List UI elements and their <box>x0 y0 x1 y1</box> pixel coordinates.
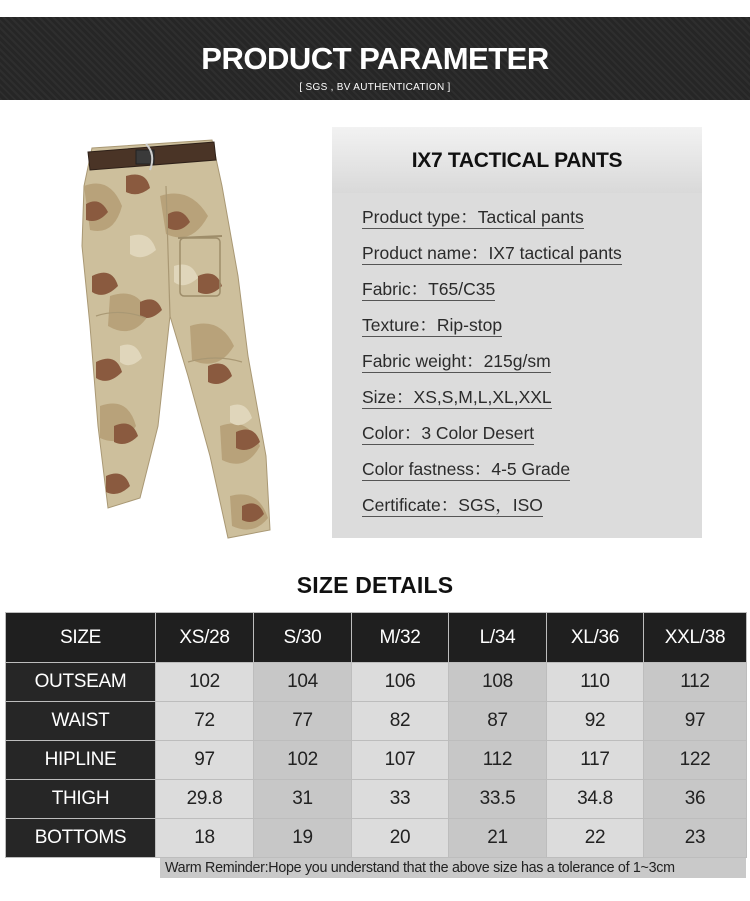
size-details-title: SIZE DETAILS <box>296 572 454 598</box>
banner-notch <box>366 108 384 117</box>
table-cell: 87 <box>449 702 547 741</box>
table-cell: 108 <box>449 663 547 702</box>
parameter-list <box>362 207 692 531</box>
table-row <box>6 741 747 780</box>
warm-reminder: Warm Reminder:Hope you understand that the above size has a tolerance of 1~3cm <box>160 858 746 878</box>
param-product-name: Product name：IX7 tactical pants <box>362 243 622 263</box>
table-cell: 36 <box>644 780 747 819</box>
header-cell: XL/36 <box>547 613 644 663</box>
row-label: WAIST <box>6 702 156 741</box>
table-cell: 104 <box>254 663 352 702</box>
table-cell: 19 <box>254 819 352 858</box>
parameter-card-header <box>332 127 702 193</box>
table-cell: 29.8 <box>156 780 254 819</box>
header-cell: L/34 <box>449 613 547 663</box>
table-cell: 106 <box>352 663 449 702</box>
table-cell: 18 <box>156 819 254 858</box>
table-cell: 122 <box>644 741 747 780</box>
param-texture: Texture：Rip-stop <box>362 315 503 335</box>
table-cell: 112 <box>449 741 547 780</box>
table-cell: 23 <box>644 819 747 858</box>
table-cell: 31 <box>254 780 352 819</box>
header-cell: M/32 <box>352 613 449 663</box>
pants-illustration <box>70 126 280 546</box>
table-row <box>6 702 747 741</box>
table-cell: 92 <box>547 702 644 741</box>
param-product-type: Product type：Tactical pants <box>362 207 584 227</box>
param-fabric: Fabric：T65/C35 <box>362 279 496 299</box>
table-cell: 33.5 <box>449 780 547 819</box>
row-label: HIPLINE <box>6 741 156 780</box>
header-banner <box>0 17 750 100</box>
param-certificate: Certificate：SGS，ISO <box>362 495 543 515</box>
table-cell: 22 <box>547 819 644 858</box>
page-subtitle: [ SGS , BV AUTHENTICATION ] <box>299 82 451 93</box>
param-color: Color：3 Color Desert <box>362 423 535 443</box>
header-cell: XXL/38 <box>644 613 747 663</box>
header-cell: S/30 <box>254 613 352 663</box>
table-cell: 110 <box>547 663 644 702</box>
header-cell: XS/28 <box>156 613 254 663</box>
table-cell: 97 <box>156 741 254 780</box>
parameter-card <box>332 127 702 538</box>
table-cell: 102 <box>156 663 254 702</box>
table-cell: 107 <box>352 741 449 780</box>
table-cell: 77 <box>254 702 352 741</box>
table-cell: 20 <box>352 819 449 858</box>
table-row <box>6 663 747 702</box>
size-table <box>5 612 747 858</box>
row-label: OUTSEAM <box>6 663 156 702</box>
table-cell: 82 <box>352 702 449 741</box>
table-cell: 117 <box>547 741 644 780</box>
param-fabric-weight: Fabric weight：215g/sm <box>362 351 551 371</box>
page-title: PRODUCT PARAMETER <box>201 41 549 76</box>
table-cell: 102 <box>254 741 352 780</box>
row-label: BOTTOMS <box>6 819 156 858</box>
param-color-fastness: Color fastness：4-5 Grade <box>362 459 571 479</box>
row-label: THIGH <box>6 780 156 819</box>
size-table-header <box>6 613 747 663</box>
table-row <box>6 780 747 819</box>
table-row <box>6 819 747 858</box>
product-title: IX7 TACTICAL PANTS <box>411 149 623 172</box>
table-cell: 21 <box>449 819 547 858</box>
table-cell: 34.8 <box>547 780 644 819</box>
table-cell: 97 <box>644 702 747 741</box>
table-cell: 112 <box>644 663 747 702</box>
table-cell: 72 <box>156 702 254 741</box>
table-cell: 33 <box>352 780 449 819</box>
header-cell: SIZE <box>6 613 156 663</box>
param-size: Size：XS,S,M,L,XL,XXL <box>362 387 552 407</box>
